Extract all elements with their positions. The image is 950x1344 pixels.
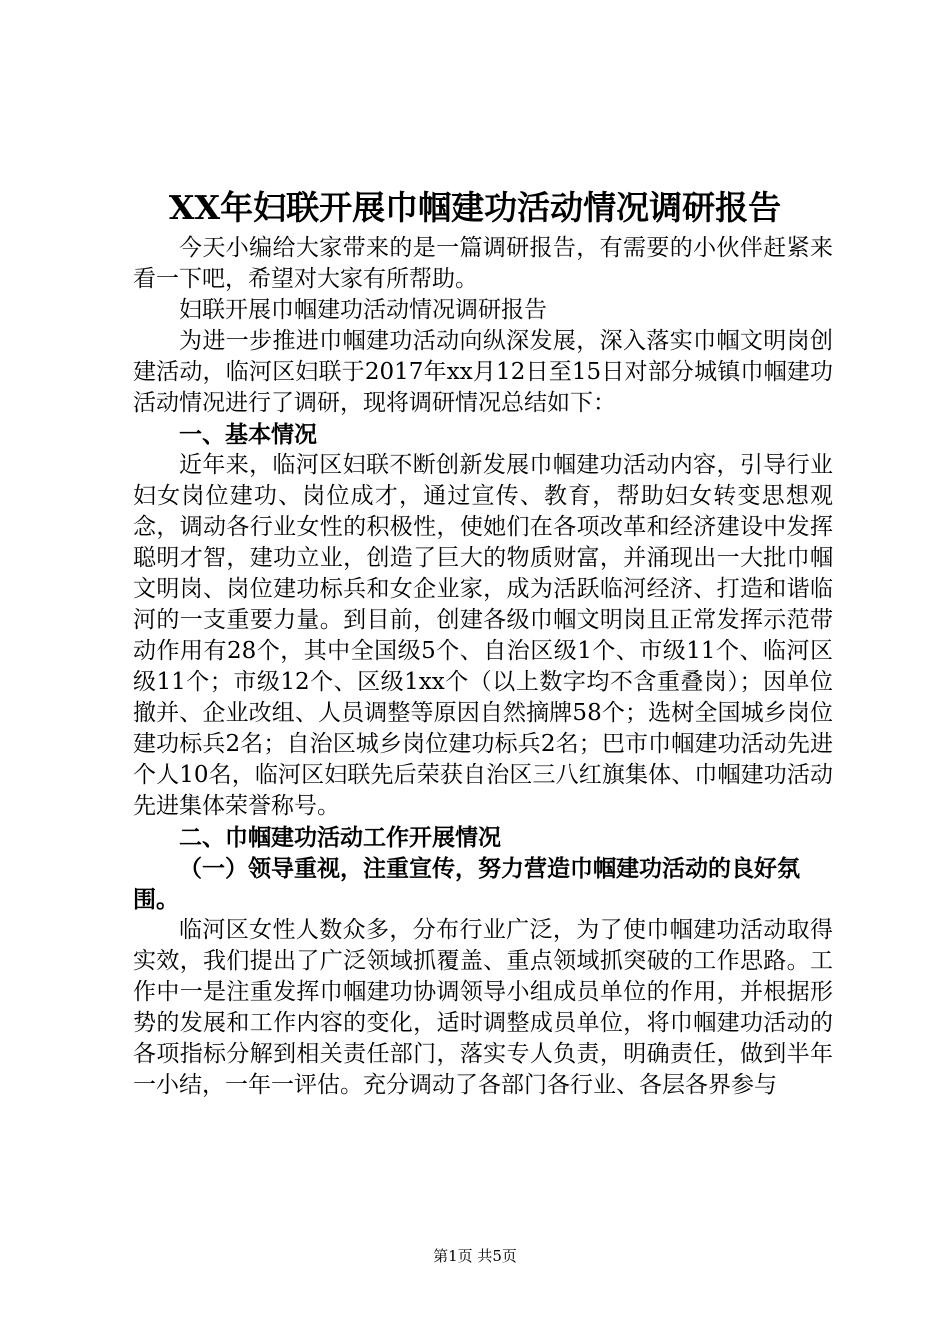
section-heading-basic: 一、基本情况 <box>179 421 317 448</box>
report-subtitle: 妇联开展巾帼建功活动情况调研报告 <box>179 297 547 323</box>
page-footer: 第1页 共5页 <box>433 1247 517 1265</box>
document-body <box>133 233 833 1101</box>
preface-paragraph: 为进一步推进巾帼建功活动向纵深发展，深入落实巾帼文明岗创建活动，临河区妇联于2017年xx月12日至15日对部分城镇巾帼建功活动情况进行了调研，现将调研情况总结如下： <box>133 328 833 416</box>
leadership-paragraph: 临河区女性人数众多，分布行业广泛，为了使巾帼建功活动取得实效，我们提出了广泛领域抓覆盖、重点领域抓突破的工作思路。工作中一是注重发挥巾帼建功协调领导小组成员单位的作用，并根据形势的发展和工作内容的变化，适时调整成员单位，将巾帼建功活动的各项指标分解到相关责任部门，落实专人负责，明确责任，做到半年一小结，一年一评估。充分调动了各部门各行业、各层各界参与 <box>133 917 833 1098</box>
basic-situation-paragraph: 近年来，临河区妇联不断创新发展巾帼建功活动内容，引导行业妇女岗位建功、岗位成才，通过宣传、教育，帮助妇女转变思想观念，调动各行业女性的积极性，使她们在各项改革和经济建设中发挥聪明才智，建功立业，创造了巨大的物质财富，并涌现出一大批巾帼文明岗、岗位建功标兵和女企业家，成为活跃临河经济、打造和谐临河的一支重要力量。到目前，创建各级巾帼文明岗且正常发挥示范带动作用有28个，其中全国级5个、自治区级1个、市级11个、临河区级11个；市级12个、区级1xx个（以上数字均不含重叠岗）；因单位撤并、企业改组、人员调整等原因自然摘牌58个；选树全国城乡岗位建功标兵2名；自治区城乡岗位建功标兵2名；巴市巾帼建功活动先进个人10名，临河区妇联先后荣获自治区三八红旗集体、巾帼建功活动先进集体荣誉称号。 <box>133 452 833 819</box>
document-title: XX年妇联开展巾帼建功活动情况调研报告 <box>168 188 782 227</box>
subsection-heading-leadership: （一）领导重视，注重宣传，努力营造巾帼建功活动的良好氛围。 <box>133 855 800 913</box>
section-heading-work: 二、巾帼建功活动工作开展情况 <box>179 824 501 851</box>
intro-paragraph: 今天小编给大家带来的是一篇调研报告，有需要的小伙伴赶紧来看一下吧，希望对大家有所帮助。 <box>133 235 833 292</box>
